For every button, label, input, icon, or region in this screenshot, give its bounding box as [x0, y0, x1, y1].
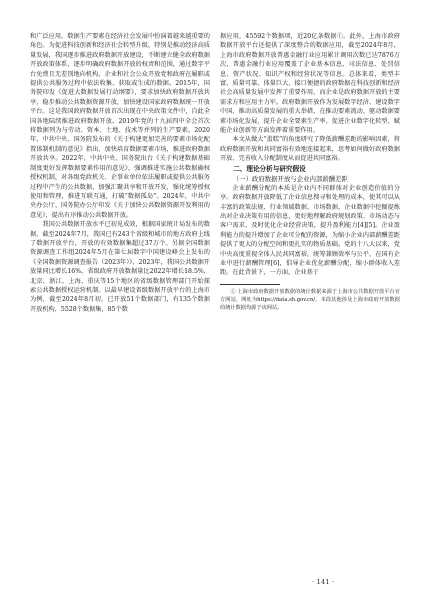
subsection-heading: （一）政府数据开放与企业内部薪酬差距 [232, 174, 348, 183]
left-column [30, 32, 210, 572]
section-heading: 二、理论分析与研究假设 [233, 164, 306, 173]
paper-page [30, 32, 400, 572]
footnote: ① 上海市政府数据开放数据的统计数据来源于上海市公共数据开放平台官方网站，网址为https://data.sh.gov.cn/。本段其他涉及上海市政府开放数据的统计数据均源于该网站。 [220, 288, 400, 311]
page-number: · 141 · [312, 578, 335, 586]
body-paragraph: 据应用，45592个数据项，近20亿条数据①。此外，上海市政府数据开放平台还提供了深度整合的数据应用，截至2024年8月，上海市政府数据开放普惠金融行业应用累计调用次数已达7876万次，普惠金融行业应用覆盖了企业基本信息、司法信息、处罚信息、资产状况、知识产权和经营状况等信息。总体来看，类型丰富、质量可靠、体量巨大、接口便捷的政府数据在科技创新和经济社会高质量发展中发挥了重要作用，而企业是政府数据开放的主要需求方和应用主力军。政府数据开放作为发展数字经济、建设数字中国、推动高质量发展的重大举措，在推动要素流动、驱动数据要素市场化发展、提升企业全要素生产率、促进企业数字化转型、赋能企业创新等方面发挥着重要作用。 [220, 33, 400, 135]
body-paragraph: 和广泛应用，数据生产要素在经济社会发展中扮演着越来越重要的角色。为促进科技创新和经济社会转型升级，特别是推动经济高质量发展，我国逐步推进政府数据开放建设，不断建立健全政府数据开放政策体系，逐步明确政府数据开放的权责和范围，通过数字平台免费且无差别地向机构、企业和社会公众开放党和政府在履职或提供公共服务过程中依法收集、获取或生成的数据。2015年，国务院印发《促进大数据发展行动纲要》，要求加快政府数据开放共享，稳步推动公共数据资源开放，加快建设国家政府数据统一开放平台。这是我国政府数据开放首次出现在中央政策文件中，自此全国各地陆续推进政府数据开放。2019年党的十九届四中全会首次将数据列为与劳动、资本、土地、技术等并列的生产要素。2020年，中共中央、国务院发布的《关于构建更加完善的要素市场化配置体制机制的意见》指出，加快培育数据要素市场，推进政府数据开放共享。2022年，中共中央、国务院出台《关于构建数据基础制度更好发挥数据要素作用的意见》，强调推进实施公共数据确权授权机制，对各级党政机关、企事业单位依法履职或提供公共服务过程中产生的公共数据，加强汇聚共享和开放开发，强化统筹授权使用和管理，推进互联互通，打破“数据孤岛”。2024年，中共中央办公厅、国务院办公厅印发《关于加快公共数据资源开发利用的意见》，提出有序推动公共数据开放。 [30, 33, 210, 219]
body-paragraph: 本文从做大“蛋糕”的角度研究了降低薪酬差距的影响因素，将政府数据开放和共同富裕有效地连接起来，思考如何做好政府数据开放、完善收入分配制度从而促进共同富裕。 [220, 136, 400, 163]
right-column [220, 32, 400, 572]
footnote-divider [220, 284, 280, 285]
body-paragraph: 企业薪酬分配的本质是企业内不同群体对企业创造价值的分享。政府数据开放降低了企业信息搜寻和处理的成本，使其可以从丰富的政策法规、行业领域数据、市场数据、企业数据中挖掘提炼出对企业决策有用的信息，更好地理解政府规划政策、市场动态与客户需求，及时优化企业经营决策，提升盈利能力[4][5]。企业盈利能力的提升增加了企业可分配的资源，为缩小企业内部薪酬差距提供了更大的分配空间和更扎实的物质基础。党的十八大以来，党中央高度重视全体人民共同富裕，统筹兼顾效率与公平，在国有企业中进行薪酬管理[6]，倡导企业优化薪酬分配，缩小群体收入差距。在此背景下，一方面，企业基于 [220, 184, 400, 277]
body-paragraph: 我国公共数据开放水平已初见成效，根据国家统计局发布的数据，截至2024年7月，我国已有243个省级和城市的地方政府上线了数据开放平台，开放的有效数据集超过37万个。另据全国数据资源调查工作组2024年5月在第七届数字中国建设峰会上发布的《全国数据资源调查报告（2023年）》，2023年，我国公共数据开放量同比增长16%，省级政府开放数据量比2022年增长18.5%，北京、浙江、上海、重庆等15个地区的省级数据管理部门开始探索公共数据授权运营机制。以最早建设省级数据开放平台的上海市为例，截至2024年8月初，已开放51个数据部门，有135个数据开放机构，5528个数据集，85个数 [30, 221, 210, 313]
